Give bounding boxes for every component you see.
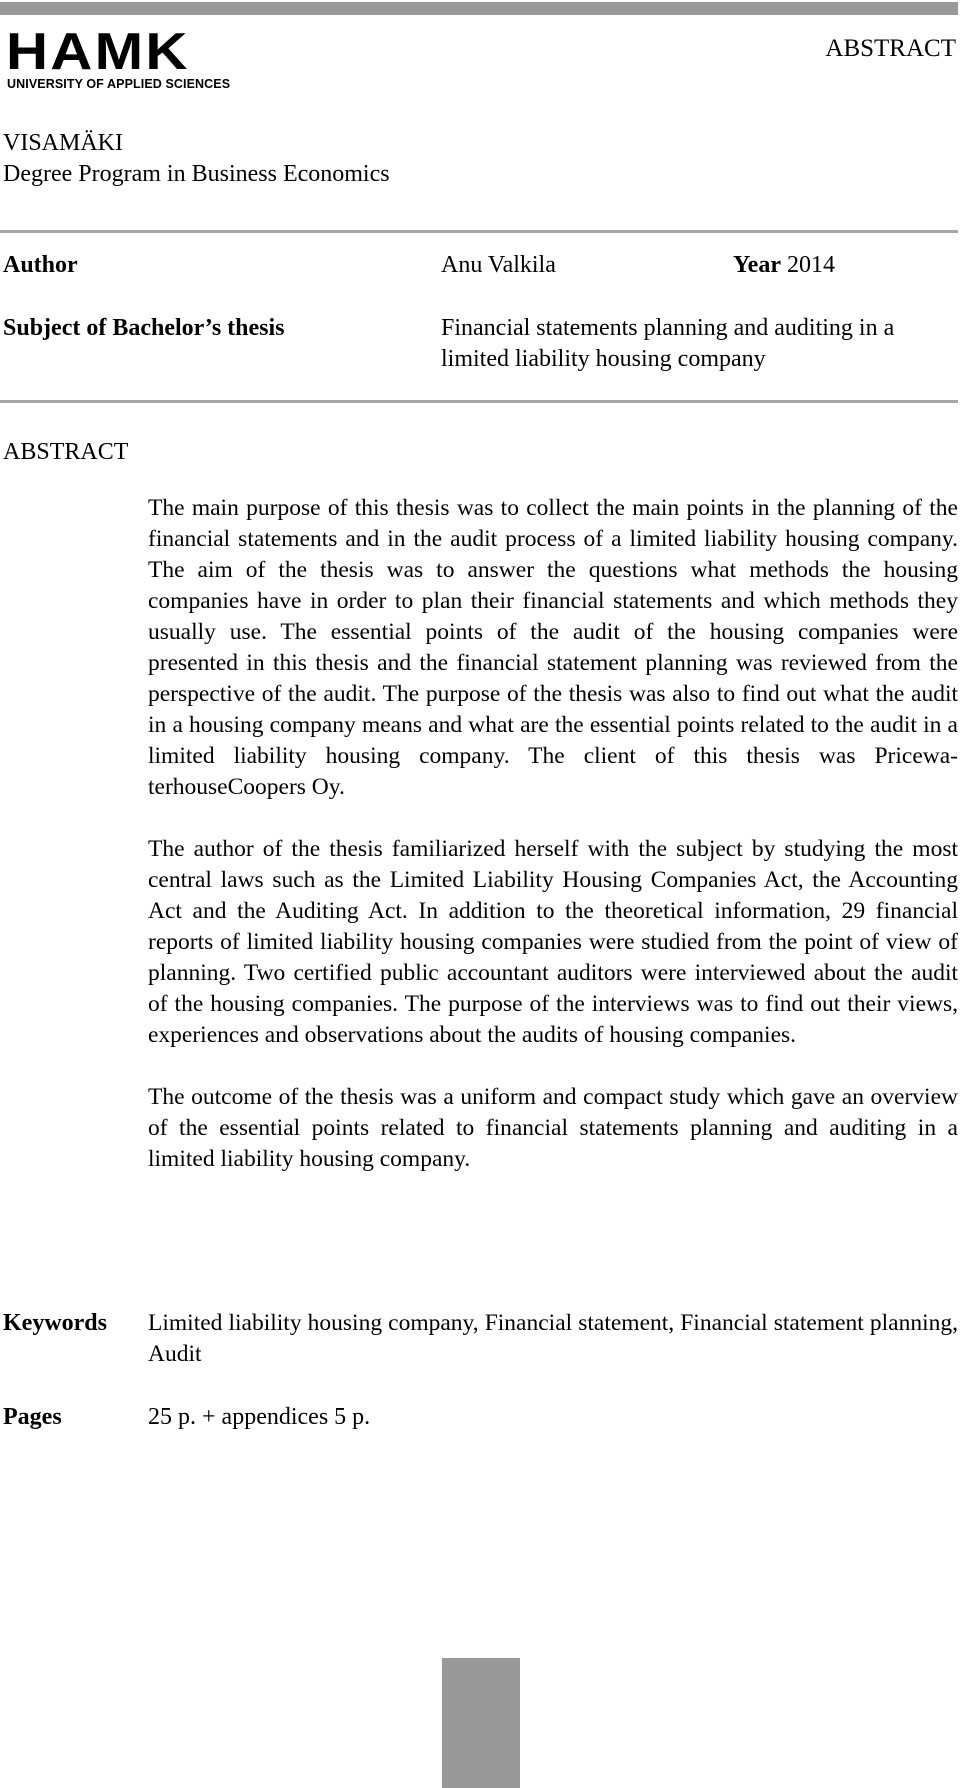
- page-header-label: ABSTRACT: [825, 35, 956, 62]
- info-top-divider: [0, 230, 958, 233]
- abstract-paragraph-1: The main purpose of this thesis was to collect the main points in the planning of the financial statements and in the audit process of a limited liability housing company. The aim of the thesis was to answer the questions what methods the housing companies have in order to plan their financial statements and which methods they usually use. The essential points of the audit of the housing companies were presented in this thesis and the financial statement planning was reviewed from the perspective of the audit. The purpose of the thesis was also to find out what the audit in a housing company means and what are the essential points related to the audit in a limited liability housing company. The client of this thesis was PricewaterhouseCoopers Oy.: [148, 495, 958, 800]
- logo-wordmark: HAMK: [6, 23, 190, 81]
- abstract-heading: ABSTRACT: [3, 439, 129, 465]
- top-divider-bar: [0, 2, 958, 15]
- keywords-label: Keywords: [3, 1310, 107, 1336]
- subject-value-line2: limited liability housing company: [441, 346, 766, 372]
- author-label: Author: [3, 252, 78, 278]
- pages-label: Pages: [3, 1404, 62, 1430]
- campus-name: VISAMÄKI: [3, 130, 123, 156]
- logo-tagline: UNIVERSITY OF APPLIED SCIENCES: [7, 77, 231, 91]
- subject-value-line1: Financial statements planning and auditing in a: [441, 315, 895, 341]
- unit-block: [3, 128, 390, 190]
- abstract-body: [148, 493, 958, 1206]
- year-value: 2014: [786, 252, 835, 278]
- degree-program: Degree Program in Business Economics: [3, 161, 390, 187]
- year-label: Year: [733, 252, 781, 278]
- subject-label: Subject of Bachelor’s thesis: [3, 315, 285, 341]
- pages-value: 25 p. + appendices 5 p.: [148, 1404, 371, 1430]
- abstract-paragraph-3: The outcome of the thesis was a uniform and compact study which gave an overview of the essential points related to financial statements planning and auditing in a limited liability housing company.: [148, 1084, 958, 1172]
- page-footer-tab: [442, 1658, 520, 1788]
- subject-value: [441, 313, 958, 375]
- author-value: Anu Valkila: [441, 252, 556, 278]
- hamk-logo: [6, 23, 246, 91]
- keywords-value: Limited liability housing company, Financial statement, Financial statement planning, Audit: [148, 1310, 958, 1367]
- info-bottom-divider: [0, 400, 958, 403]
- abstract-paragraph-2: The author of the thesis familiarized herself with the subject by studying the most central laws such as the Limited Liability Housing Companies Act, the Accounting Act and the Auditing Act. In addition to the theoretical information, 29 financial reports of limited liability housing companies were studied from the point of view of planning. Two certified public accountant auditors were interviewed about the audit of the housing companies. The purpose of the interviews was to find out their views, experiences and observations about the audits of housing companies.: [148, 836, 958, 1048]
- year-field: [733, 250, 835, 281]
